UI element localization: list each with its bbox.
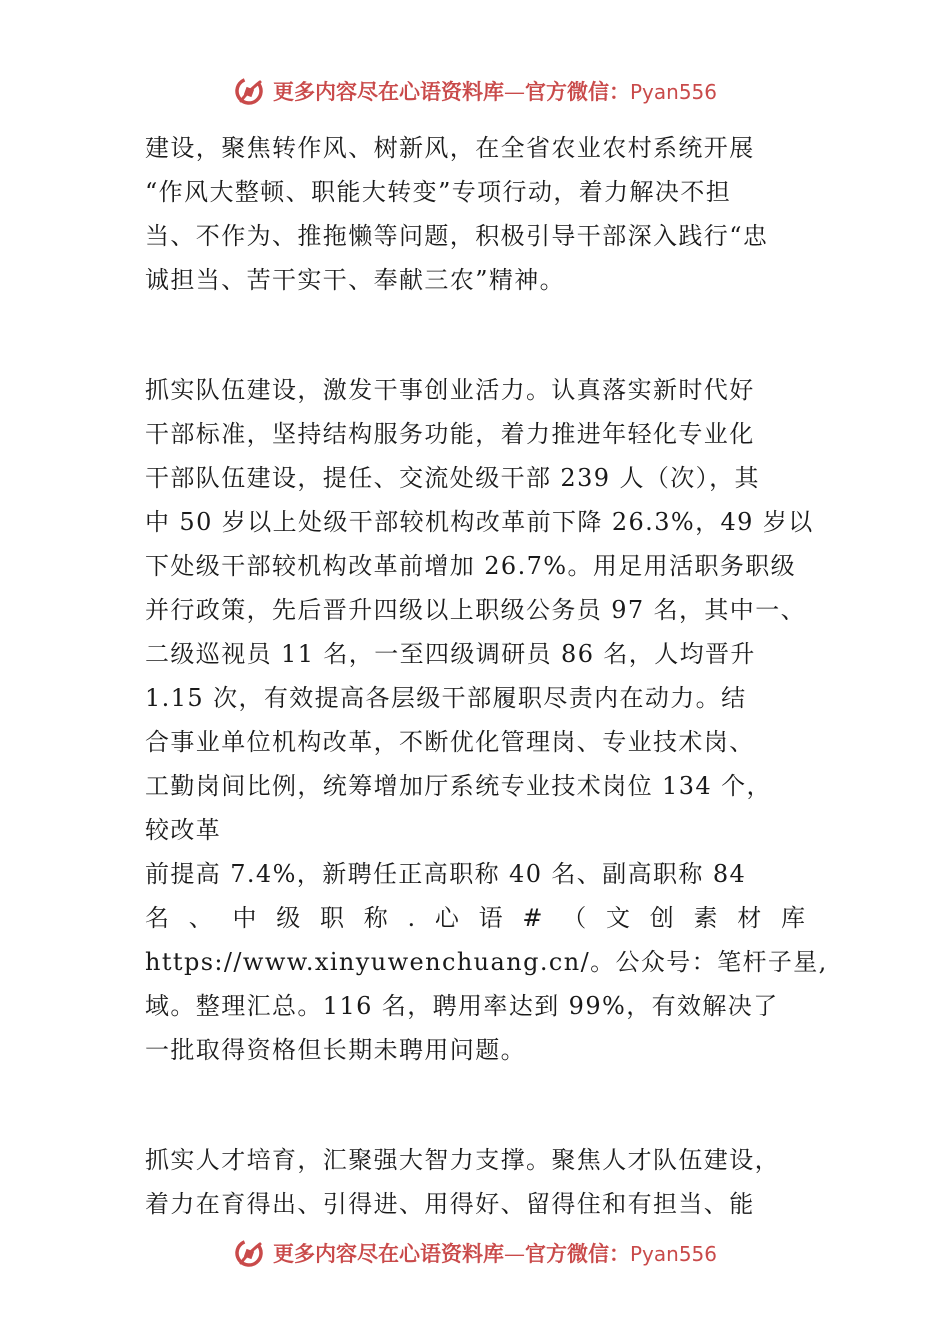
banner-dash: — xyxy=(503,1242,525,1266)
spread-char: 名 xyxy=(145,904,169,932)
brush-seal-logo-icon xyxy=(233,74,267,108)
text-line: 着力在育得出、引得进、用得好、留得住和有担当、能 xyxy=(145,1190,755,1218)
spread-char: 、 xyxy=(188,904,213,932)
text-line: 抓实人才培育，汇聚强大智力支撑。聚焦人才队伍建设， xyxy=(145,1146,780,1174)
spread-char: 库 xyxy=(781,904,805,932)
spread-char: 素 xyxy=(693,904,718,932)
text-line: 诚担当、苦干实干、奉献三农”精神。 xyxy=(145,266,566,294)
banner-main-text: 更多内容尽在心语资料库 xyxy=(272,1241,504,1266)
text-line: https://www.xinyuwenchuang.cn/。公众号：笔杆子星, xyxy=(145,948,828,976)
text-line: 合事业单位机构改革，不断优化管理岗、专业技术岗、 xyxy=(145,728,755,756)
paragraph-1 xyxy=(145,126,835,302)
footer-watermark-banner xyxy=(0,1228,950,1278)
spread-char: 称 xyxy=(363,904,388,932)
spread-char: 职 xyxy=(320,904,344,932)
spread-char: 级 xyxy=(276,904,301,932)
spread-char: 语 xyxy=(478,904,503,932)
document-body xyxy=(145,126,835,1226)
paragraph-gap xyxy=(145,302,835,368)
spread-char: 文 xyxy=(606,904,630,932)
banner-dash: — xyxy=(503,80,525,104)
text-line: 域。整理汇总。116 名，聘用率达到 99%，有效解决了 xyxy=(145,992,779,1020)
spread-char: 材 xyxy=(737,904,762,932)
text-line: 建设，聚焦转作风、树新风，在全省农业农村系统开展 xyxy=(145,134,755,162)
header-watermark-banner xyxy=(0,66,950,116)
text-line: 前提高 7.4%，新聘任正高职称 40 名、副高职称 84 xyxy=(145,860,747,888)
banner-wechat-id: Pyan556 xyxy=(629,80,717,104)
text-line: 干部标准，坚持结构服务功能，着力推进年轻化专业化 xyxy=(145,420,755,448)
spread-char: # xyxy=(522,904,543,932)
text-line: 抓实队伍建设，激发干事创业活力。认真落实新时代好 xyxy=(145,376,755,404)
text-line: “作风大整顿、职能大转变”专项行动，着力解决不担 xyxy=(145,178,732,206)
text-line: 二级巡视员 11 名，一至四级调研员 86 名，人均晋升 xyxy=(145,640,756,668)
brush-seal-logo-icon xyxy=(233,1236,267,1270)
text-line: 中 50 岁以上处级干部较机构改革前下降 26.3%，49 岁以 xyxy=(145,508,814,536)
spread-char: . xyxy=(407,904,416,932)
text-line: 干部队伍建设，提任、交流处级干部 239 人（次），其 xyxy=(145,464,760,492)
spread-char: （ xyxy=(562,904,587,932)
text-line: 一批取得资格但长期未聘用问题。 xyxy=(145,1036,526,1064)
banner-wechat-label: 官方微信： xyxy=(524,79,630,104)
spread-text-line xyxy=(145,896,805,940)
text-line: 工勤岗间比例，统筹增加厅系统专业技术岗位 134 个， xyxy=(145,772,772,800)
banner-wechat-label: 官方微信： xyxy=(524,1241,630,1266)
banner-text xyxy=(273,1238,717,1268)
text-line: 较改革 xyxy=(145,816,222,844)
text-line: 1.15 次，有效提高各层级干部履职尽责内在动力。结 xyxy=(145,684,747,712)
banner-text xyxy=(273,76,717,106)
paragraph-3 xyxy=(145,1138,835,1226)
paragraph-gap xyxy=(145,1072,835,1138)
banner-wechat-id: Pyan556 xyxy=(629,1242,717,1266)
text-line: 当、不作为、推拖懒等问题，积极引导干部深入践行“忠 xyxy=(145,222,769,250)
spread-char: 中 xyxy=(232,904,257,932)
text-line: 并行政策，先后晋升四级以上职级公务员 97 名，其中一、 xyxy=(145,596,806,624)
spread-char: 创 xyxy=(649,904,674,932)
banner-main-text: 更多内容尽在心语资料库 xyxy=(272,79,504,104)
paragraph-2 xyxy=(145,368,835,1072)
text-line: 下处级干部较机构改革前增加 26.7%。用足用活职务职级 xyxy=(145,552,797,580)
spread-char: 心 xyxy=(434,904,459,932)
